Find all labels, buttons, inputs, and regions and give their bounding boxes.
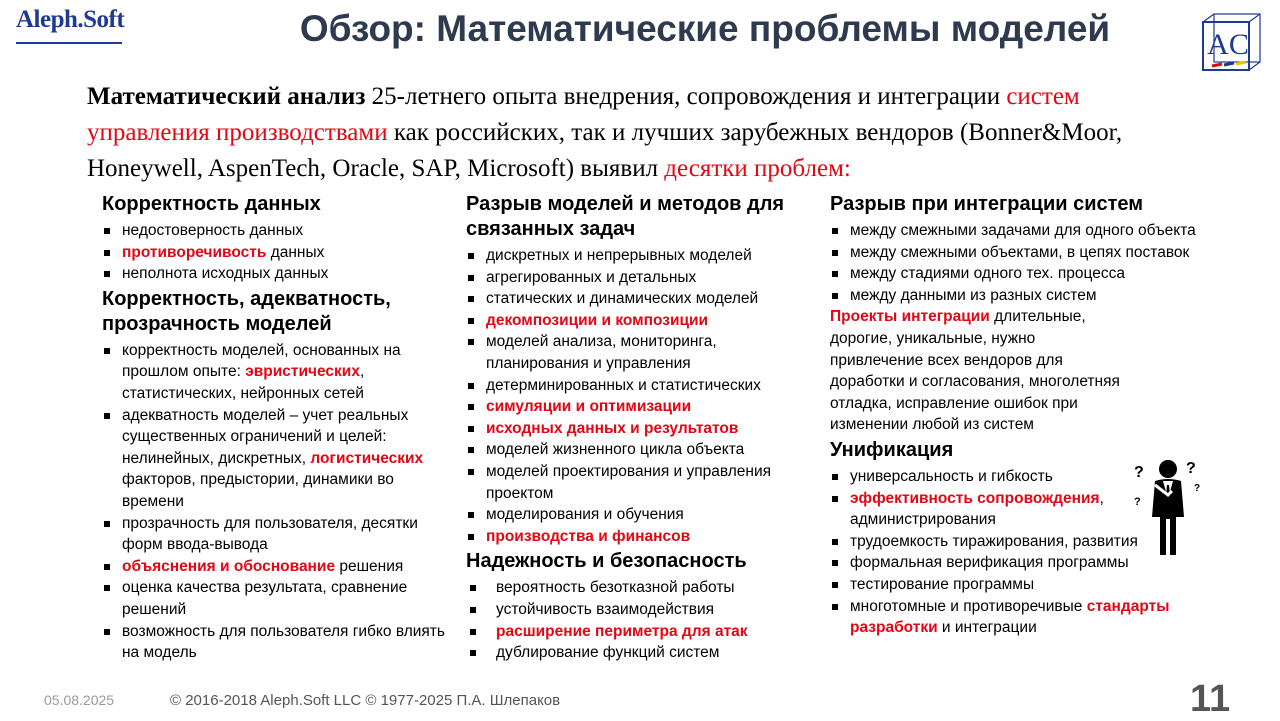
list-item-text: многотомные и противоречивые [850,597,1087,615]
list-item: между смежными задачами для одного объекта [830,220,1200,242]
list-item [466,418,818,440]
list-item-text: адекватность моделей – учет реальных существенных ограничений и целей: нелинейных, дискретных, [122,406,409,467]
list-item: моделей жизненного цикла объекта [466,439,818,461]
list-item: дискретных и непрерывных моделей [466,245,818,267]
intro-text-1: 25-летнего опыта внедрения, сопровождения и интеграции [365,83,1007,110]
svg-text:?: ? [1194,483,1201,494]
highlight-text: расширение периметра для атак [496,622,748,640]
intro-red-2: десятки проблем: [664,155,851,182]
intro-bold: Математический анализ [87,83,366,110]
highlight-text: объяснения и обоснование [122,557,336,575]
section-title: Разрыв при интеграции систем [830,193,1144,215]
section-title: Унификация [830,438,954,461]
highlight-text: противоречивость [122,243,267,261]
list-item: устойчивость взаимодействия [466,599,818,621]
list-item: агрегированных и детальных [466,267,818,289]
column-right [830,192,1200,639]
list-item: статических и динамических моделей [466,288,818,310]
list-item-text: и интеграции [937,619,1037,637]
logo-monogram: AC [1207,28,1249,61]
list-item: универсальность и гибкость [830,466,1200,488]
list-item: прозрачность для пользователя, десятки форм ввода-вывода [102,513,450,556]
list-item: дублирование функций систем [466,642,818,664]
intro-text-2: как российских, так и лучших зарубежных вендоров (Bonner&Moor, Honeywell, AspenTech, Oracle, SAP, Microsoft) выявил [87,119,1123,182]
section-title: Разрыв моделей и методов для связанных задач [466,193,785,240]
list-item: моделирования и обучения [466,504,818,526]
intro-paragraph [87,79,1207,187]
list-item [466,621,818,643]
intro-red-1: систем управления производствами [87,83,1080,146]
logo-underline [16,42,122,44]
highlight-text: логистических [310,449,424,467]
list-item-text: , статистических, нейронных сетей [122,363,365,402]
page-number: 11 [1190,678,1231,720]
list-item: вероятность безотказной работы [466,577,818,599]
list-item: между смежными объектами, в цепях поставок [830,242,1200,264]
highlight-text: симуляции и оптимизации [486,398,692,416]
section-title: Надежность и безопасность [466,550,747,573]
svg-text:?: ? [1134,464,1144,481]
list-item-text: , администрирования [850,489,1104,529]
bullet-list [466,245,818,547]
integration-paragraph [830,306,1130,436]
bullet-list [830,220,1200,306]
list-item [102,556,450,578]
list-item-text: данных [266,243,325,261]
highlight-text: стандарты разработки [850,597,1170,637]
list-item: оценка качества результата, сравнение решений [102,577,450,620]
page-title: Обзор: Математические проблемы моделей [299,8,1111,49]
footer-date: 05.08.2025 [44,692,115,708]
list-item [102,405,450,513]
list-item: трудоемкость тиражирования, развития [830,531,1200,553]
column-middle [466,192,818,664]
person-question-icon [1128,455,1208,565]
highlight-text: Проекты интеграции [830,308,990,326]
paragraph-text: длительные, дорогие, уникальные, нужно привлечение всех вендоров для доработки и согласования, многолетняя отладка, исправление ошибок при изменении любой из систем [830,308,1120,434]
list-item: возможность для пользователя гибко влиять на модель [102,621,450,664]
highlight-text: производства и финансов [486,527,691,545]
aleph-soft-logo [16,6,124,34]
footer-copyright: © 2016-2018 Aleph.Soft LLC © 1977-2025 П.А. Шлепаков [170,692,561,709]
list-item-text: факторов, предыстории, динамики во времени [122,471,394,510]
bullet-list [466,577,818,663]
list-item [466,310,818,332]
list-item: формальная верификация программы [830,552,1200,574]
highlight-text: декомпозиции и композиции [486,311,709,329]
list-item [466,526,818,548]
list-item-text: корректность моделей, основанных на прошлом опыте: [122,341,401,381]
svg-text:?: ? [1134,496,1141,508]
list-item [466,396,818,418]
svg-text:?: ? [1186,460,1196,477]
list-item: моделей анализа, мониторинга, планирования и управления [466,331,818,374]
section-title: Корректность, адекватность, прозрачность моделей [102,287,391,335]
highlight-text: исходных данных и результатов [486,419,739,437]
list-item: неполнота исходных данных [102,263,450,285]
logo-text: Aleph.Soft [16,6,125,33]
highlight-text: эвристических [245,363,360,381]
list-item: между стадиями одного тех. процесса [830,263,1200,285]
list-item [102,340,450,405]
bullet-list [102,220,450,285]
list-item: детерминированных и статистических [466,375,818,397]
list-item: тестирование программы [830,574,1200,596]
list-item [830,596,1200,639]
highlight-text: эффективность сопровождения [850,489,1100,507]
list-item-text: решения [335,557,404,575]
list-item [102,242,450,264]
section-title: Корректность данных [102,193,321,215]
column-left [102,192,450,664]
list-item: между данными из разных систем [830,285,1200,307]
ac-logo-icon [1202,12,1262,74]
list-item: моделей проектирования и управления проектом [466,461,818,504]
bullet-list [102,340,450,664]
list-item: недостоверность данных [102,220,450,242]
